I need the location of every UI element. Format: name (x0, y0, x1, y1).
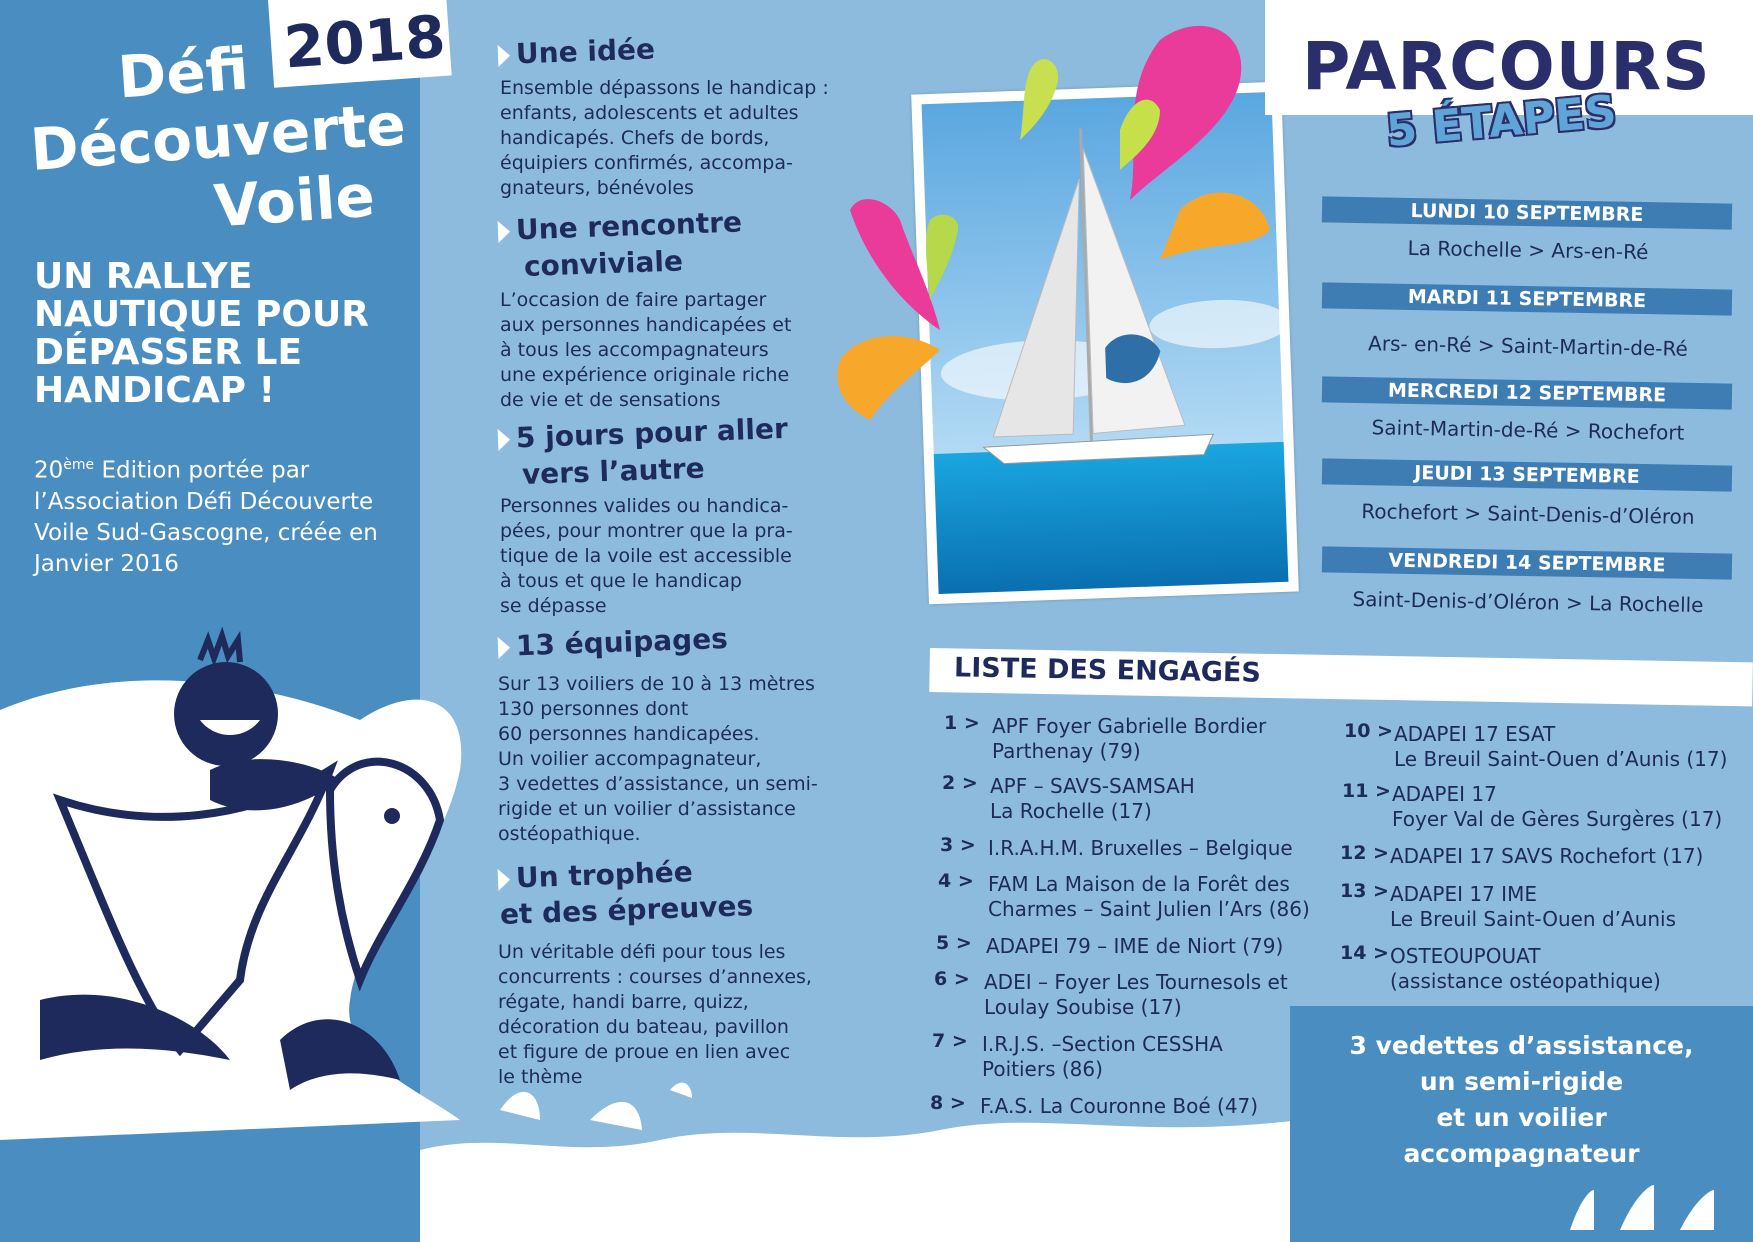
entry-text-1: APF Foyer Gabrielle Bordier Parthenay (79) (992, 714, 1267, 763)
rallye-slogan: UN RALLYE NAUTIQUE POUR DÉPASSER LE HANDICAP ! (34, 256, 369, 411)
year: 2018 (281, 2, 448, 82)
edition-sup: ème (63, 457, 95, 473)
chevron-icon (498, 45, 511, 67)
stage-day-2: MARDI 11 SEPTEMBRE (1322, 282, 1732, 315)
entry-text-7: I.R.J.S. –Section CESSHA Poitiers (86) (982, 1032, 1223, 1081)
section-heading-trophee-2: et des épreuves (499, 889, 754, 931)
assistance-text: 3 vedettes d’assistance, un semi-rigide et un voilier accompagnateur (1349, 1031, 1694, 1168)
title-line-3: Voile (211, 161, 377, 241)
entry-number-10: 10 > (1344, 720, 1393, 742)
entry-number-14: 14 > (1340, 942, 1389, 964)
stage-day-5: VENDREDI 14 SEPTEMBRE (1322, 546, 1732, 579)
entry-text-3: I.R.A.H.M. Bruxelles – Belgique (988, 836, 1293, 860)
stage-route-2: Ars- en-Ré > Saint-Martin-de-Ré (1367, 331, 1689, 361)
stage-route-3: Saint-Martin-de-Ré > Rochefort (1371, 415, 1685, 445)
bird-mascot-illustration (0, 620, 470, 1140)
entry-number-8: 8 > (930, 1092, 966, 1114)
parcours-subtitle: 5 ÉTAPES (1384, 86, 1619, 157)
entry-number-7: 7 > (932, 1030, 968, 1052)
edition-number: 20 (34, 457, 64, 484)
chevron-icon (498, 429, 511, 451)
entry-text-5: ADAPEI 79 – IME de Niort (79) (986, 934, 1284, 958)
entry-text-4: FAM La Maison de la Forêt des Charmes – Saint Julien l’Ars (86) (988, 872, 1310, 921)
entry-number-5: 5 > (936, 932, 972, 954)
entry-text-2: APF – SAVS-SAMSAH La Rochelle (17) (990, 774, 1195, 823)
entry-number-1: 1 > (944, 712, 980, 734)
stage-day-3: MERCREDI 12 SEPTEMBRE (1322, 376, 1732, 409)
entry-number-2: 2 > (942, 772, 978, 794)
section-heading-5jours-2: vers l’autre (521, 451, 706, 491)
chevron-icon (498, 869, 511, 891)
stage-day-1: LUNDI 10 SEPTEMBRE (1322, 196, 1732, 229)
boat-sails-icon (1550, 1180, 1750, 1240)
title-line-2: Découverte (28, 89, 408, 185)
section-text-equipages: Sur 13 voiliers de 10 à 13 mètres 130 personnes dont 60 personnes handicapées. Un voilier accompagnateur, 3 vedettes d’assistance, un semi- rigide et un voilier d’assistance ostéopathique. (498, 673, 818, 845)
bottom-waves (420, 1090, 1300, 1242)
liste-title: LISTE DES ENGAGÉS (953, 652, 1262, 689)
section-heading-idee: Une idée (497, 33, 655, 72)
section-heading-trophee: Un trophée (497, 855, 693, 896)
section-text-5jours: Personnes valides ou handica- pées, pour montrer que la pra- tique de la voile est accessible à tous et que le handicap se dépasse (500, 495, 793, 617)
stage-route-4: Rochefort > Saint-Denis-d’Oléron (1361, 499, 1695, 529)
entry-number-13: 13 > (1340, 880, 1389, 902)
stage-day-4: JEUDI 13 SEPTEMBRE (1322, 458, 1732, 491)
entry-text-10: ADAPEI 17 ESAT Le Breuil Saint-Ouen d’Aunis (17) (1394, 722, 1728, 771)
entry-text-6: ADEI – Foyer Les Tournesols et Loulay Soubise (17) (984, 970, 1288, 1019)
entry-number-3: 3 > (940, 834, 976, 856)
stage-route-1: La Rochelle > Ars-en-Ré (1407, 235, 1649, 265)
stage-route-5: Saint-Denis-d’Oléron > La Rochelle (1352, 586, 1704, 618)
section-heading-5jours: 5 jours pour aller (497, 412, 788, 456)
color-splashes (830, 10, 1310, 450)
edition-rest: Edition portée par l’Association Défi Découverte Voile Sud-Gascogne, créée en Janvier 2016 (34, 457, 378, 577)
entry-number-11: 11 > (1342, 780, 1391, 802)
section-heading-rencontre: Une rencontre (497, 205, 742, 247)
section-text-rencontre: L’occasion de faire partager aux personnes handicapées et à tous les accompagnateurs une expérience originale riche de vie et de sensations (500, 289, 792, 411)
entry-number-6: 6 > (934, 968, 970, 990)
section-heading-equipages: 13 équipages (497, 622, 728, 664)
left-panel (0, 0, 448, 1242)
entry-text-12: ADAPEI 17 SAVS Rochefort (17) (1390, 844, 1704, 868)
entry-text-8: F.A.S. La Couronne Boé (47) (980, 1094, 1259, 1118)
section-text-idee: Ensemble dépassons le handicap : enfants, adolescents et adultes handicapés. Chefs de bords, équipiers confirmés, accompa- gnateurs, bénévoles (500, 77, 829, 199)
chevron-icon (498, 637, 511, 659)
edition-text (34, 450, 394, 580)
entry-number-12: 12 > (1340, 842, 1389, 864)
title-line-1: Défi (115, 34, 251, 112)
section-text-trophee: Un véritable défi pour tous les concurrents : courses d’annexes, régate, handi barre, quizz, décoration du bateau, pavillon et figure de proue en lien avec le thème (498, 941, 812, 1088)
chevron-icon (498, 221, 511, 243)
entry-text-14: OSTEOUPOUAT (assistance ostéopathique) (1390, 944, 1661, 993)
entry-text-11: ADAPEI 17 Foyer Val de Gères Surgères (17) (1392, 782, 1723, 831)
entry-text-13: ADAPEI 17 IME Le Breuil Saint-Ouen d’Aunis (1390, 882, 1677, 931)
entry-number-4: 4 > (938, 870, 974, 892)
section-heading-rencontre-2: conviviale (523, 244, 684, 283)
parcours-title: PARCOURS (1302, 28, 1711, 105)
